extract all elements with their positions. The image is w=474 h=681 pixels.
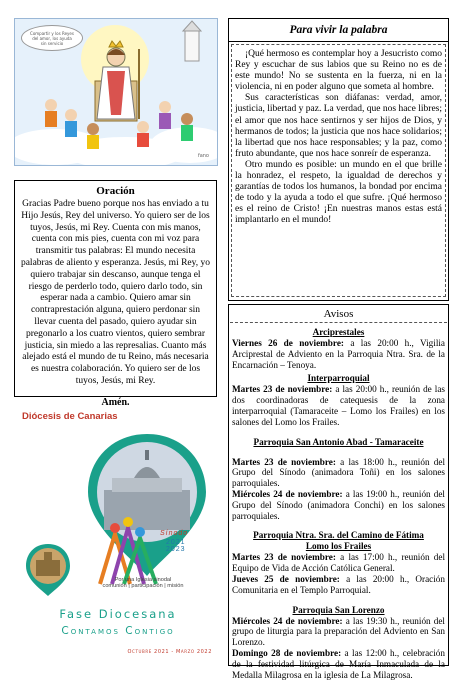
avisos-title: Avisos: [230, 306, 447, 323]
notice-text: a las 19:00 h., reunión del Grupo del Sínodo (animadora Conchi) en los salones parroquiales.: [232, 488, 445, 521]
notice-text: a las 17:00 h., reunión del Equipo de Vida de Acción Católica General.: [232, 552, 445, 574]
notice-item: [232, 489, 445, 521]
speech-bubble: Compartir y los Reyes del amor, los ayuda sin servicio: [21, 25, 83, 51]
section-arciprestales-title: Arciprestales: [312, 327, 365, 337]
notice-date: Miércoles 24 de noviembre:: [232, 488, 343, 499]
section-interparroquial-title: Interparroquial: [307, 373, 370, 384]
notice-text: a las 20:00 h., Oración Comunitaria en el Templo Parroquial.: [232, 573, 445, 595]
notice-item: [232, 457, 445, 489]
sinodo-year-end: 2023: [166, 546, 186, 553]
section-fatima-title: Parroquia Ntra. Sra. del Camino de Fátima: [253, 530, 424, 541]
notice-text: a las 20:00 h., Vigilia Arciprestal de Adviento en la Parroquia Ntra. Sra. de la Encarnación – Tenoya.: [232, 338, 445, 370]
para-vivir-paragraph-3: Otro mundo es posible: un mundo en el que brille la honradez, el respeto, la igualdad de derechos y garantías de todos los humanos, la bondad por encima de todo y la ayuda a todo el que sufre. ¡Qué hermoso es el reino de Cristo! ¡En nuestras manos estas está implantarlo en el mundo!: [235, 159, 442, 226]
section-san-antonio-title: Parroquia San Antonio Abad - Tamaraceite: [253, 436, 424, 447]
notice-text: a las 12:00 h., celebración de la festividad litúrgica de María Inmaculada de la Medalla Milagrosa en la iglesia de La Milagrosa.: [232, 647, 445, 680]
notice-date: Miércoles 24 de noviembre:: [232, 615, 343, 626]
sinodo-year-start: 2021: [166, 539, 186, 546]
notice-date: Domingo 28 de noviembre:: [232, 647, 342, 658]
oracion-box: [14, 180, 217, 408]
notice-item: [232, 338, 445, 370]
notice-date: Viernes 26 de noviembre:: [232, 338, 344, 348]
church-photo-icon: [24, 542, 72, 598]
notice-date: Jueves 25 de noviembre:: [232, 573, 340, 584]
para-vivir-body: [231, 44, 446, 297]
notice-date: Martes 23 de noviembre:: [232, 552, 336, 563]
notice-item: [232, 616, 445, 648]
para-vivir-paragraph-1: ¡Qué hermoso es contemplar hoy a Jesucristo como Rey y escuchar de sus labios que su Reino no es de este mundo! No se sustenta en la fuerza, ni en la violencia, ni en poder alguno que someta al hombre.: [235, 49, 442, 93]
sinodo-label: Sínodo: [160, 530, 189, 537]
notice-text: a las 20:00 h., reunión de las dos coordinadoras de catequesis de la zona interparroquial (Tamaraceite – Lomo los Frailes) en los salones del Lomo los Frailes.: [232, 384, 446, 427]
notice-item: [232, 552, 445, 574]
notice-text: a las 19:30 h., reunión del grupo de liturgia para la preparación del Adviento en San Lorenzo.: [232, 615, 445, 648]
section-san-lorenzo-title: Parroquia San Lorenzo: [292, 604, 385, 615]
section-fatima-subtitle: Lomo los Frailes: [305, 541, 372, 552]
notice-item: [232, 574, 445, 596]
sinodo-tagline: [78, 577, 208, 589]
artist-signature: fano: [197, 153, 209, 159]
para-vivir-title: Para vivir la palabra: [229, 19, 448, 42]
para-vivir-paragraph-2: Sus características son diáfanas: verdad, amor, justicia, libertad y paz. La verdad, que nos hace libres; el amor que nos hace sentirnos y ser hijos de Dios, y hermanos de todos; la justicia que nos hace solidarios; la libertad que nos hace responsables; y la paz, como fruto abundante, que nos hace sonreír de esperanza.: [235, 93, 442, 159]
notice-date: Martes 23 de noviembre:: [232, 456, 336, 467]
avisos-box: [228, 304, 449, 680]
oracion-text: Gracias Padre bueno porque nos has enviado a tu Hijo Jesús, Rey del universo. Yo quiero ser de los tuyos, Jesús, mi Rey. Cuenta con mis manos, cuenta con mis pies, cuenta con mi voz para transmitir tus palabras: El mundo necesita palabras de aliento y esperanza. Jesús, mi Rey, yo quiero trabajar sin descanso, aunque tenga el riesgo de perderlo todo, quiero darlo todo, sin esperar nada a cambio. Quiero amar sin contraprestación alguna, quiero perdonar sin llevar cuenta del pasado, quiero ayudar sin pregonarlo a los cuatro vientos, quiero sembrar justicia, sin miedo a las represalias. Cuanto más alejado está el mundo de tu Reino, más necesaria es nuestra colaboración. Yo quiero ser de los tuyos, Jesús, mi Rey.: [20, 199, 211, 386]
notice-item: [232, 648, 445, 680]
fase-diocesana: Fase Diocesana: [59, 607, 177, 621]
christ-king-illustration: [14, 18, 218, 166]
oracion-amen: Amén.: [101, 396, 130, 408]
notice-item: [232, 384, 445, 427]
para-vivir-box: [228, 18, 449, 301]
diocesis-label: Diócesis de Canarias: [22, 411, 118, 422]
notice-date: Martes 23 de noviembre:: [232, 384, 333, 395]
synod-poster: [20, 402, 216, 664]
poster-dates: Octubre 2021 - Marzo 2022: [127, 649, 212, 655]
oracion-title: Oración: [96, 185, 135, 197]
notice-text: a las 18:00 h., reunión del Grupo del Sínodo (animadora Toñi) en los salones parroquiales.: [232, 456, 445, 489]
sinodo-tagline-main: Por una Iglesia sinodal: [114, 577, 172, 583]
sinodo-years: [166, 539, 186, 553]
contamos-contigo: Contamos Contigo: [61, 625, 175, 637]
sinodo-tagline-sub: comunión | participación | misión: [102, 583, 184, 589]
